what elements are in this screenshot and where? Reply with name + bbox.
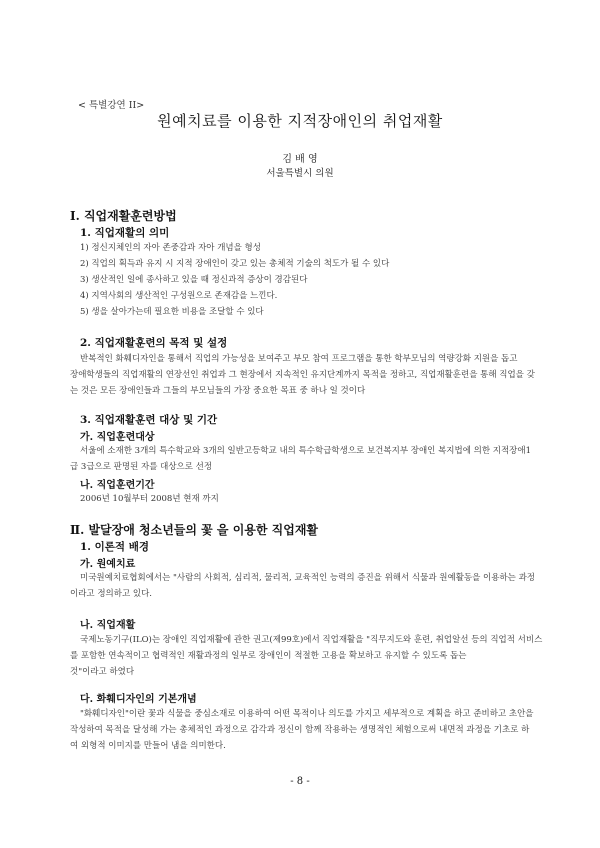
paragraph-line: 를 포함한 연속적이고 협력적인 재활과정의 일부로 장애인이 적절한 고용을 확보하고 유지할 수 있도록 돕는 <box>70 651 467 661</box>
paragraph-line: 것"이라고 하였다 <box>70 667 135 677</box>
paragraph-line: 반복적인 화훼디자인을 통해서 직업의 가능성을 보여주고 부모 참여 프로그램을 통한 학부모님의 역량강화 지원을 돕고 <box>80 354 518 364</box>
paragraph-line: 작성하여 목적을 달성해 가는 총체적인 과정으로 감각과 정신이 함께 작용하는 생명적인 체험으로써 내면적 과정을 기초로 하 <box>70 725 530 735</box>
subsection-heading: 나. 직업재활 <box>80 620 136 631</box>
section-2-1-heading: 1. 이론적 배경 <box>80 541 149 553</box>
list-item: 4) 지역사회의 생산적인 구성원으로 존재감을 느낀다. <box>80 291 278 301</box>
paragraph-line: 급 3급으로 판명된 자를 대상으로 선정 <box>70 462 213 472</box>
paragraph-line: 미국원예치료협회에서는 "사람의 사회적, 심리적, 물리적, 교육적인 능력의 증진을 위해서 식물과 원예활동을 이용하는 과정 <box>80 573 535 583</box>
list-item: 3) 생산적인 일에 종사하고 있을 때 정신과적 증상이 경감된다 <box>80 275 308 285</box>
paragraph-line: 는 것은 모든 장애인들과 그들의 부모님들의 가장 중요한 목표 중 하나 일 것이다 <box>70 386 366 396</box>
subsection-heading: 가. 직업훈련대상 <box>80 432 155 443</box>
paragraph-line: 장애학생들의 직업재활의 연장선인 취업과 그 현장에서 지속적인 유지단계까지 목적을 정하고, 직업재활훈련을 통해 직업을 갖 <box>70 370 535 380</box>
subsection-heading: 가. 원예치료 <box>80 559 136 570</box>
section-1-heading: Ⅰ. 직업재활훈련방법 <box>70 209 177 223</box>
paragraph-line: 국제노동기구(ILO)는 장애인 직업재활에 관한 권고(제99호)에서 직업재활을 "직무지도와 훈련, 취업알선 등의 직업적 서비스 <box>80 635 543 645</box>
paragraph-line: 2006년 10월부터 2008년 현재 까지 <box>80 494 219 504</box>
section-1-3-heading: 3. 직업재활훈련 대상 및 기간 <box>80 414 218 426</box>
subsection-heading: 다. 화훼디자인의 기본개념 <box>80 694 197 705</box>
paragraph-line: 서울에 소재한 3개의 특수학교와 3개의 일반고등학교 내의 특수학급학생으로 보건복지부 장애인 복지법에 의한 지적장애1 <box>80 446 531 456</box>
paragraph-line: 여 외형적 이미지를 만들어 냄을 의미한다. <box>70 741 226 751</box>
author-affiliation: 서울특별시 의원 <box>266 168 334 179</box>
subsection-heading: 나. 직업훈련기간 <box>80 480 155 491</box>
list-item: 1) 정신지체인의 자아 존중감과 자아 개념을 형성 <box>80 243 261 253</box>
author-name: 김 배 영 <box>282 154 318 165</box>
section-1-2-heading: 2. 직업재활훈련의 목적 및 설정 <box>80 337 228 349</box>
lecture-tag: < 특별강연 II> <box>78 100 145 111</box>
page-number: - 8 - <box>290 776 310 787</box>
list-item: 2) 직업의 획득과 유지 시 지적 장애인이 갖고 있는 총체적 기술의 척도가 될 수 있다 <box>80 259 390 269</box>
paragraph-line: "화훼디자인"이란 꽃과 식물을 중심소재로 이용하여 어떤 목적이나 의도를 가지고 세부적으로 계획을 하고 준비하고 초안을 <box>80 709 534 719</box>
list-item: 5) 생을 살아가는데 필요한 비용을 조달할 수 있다 <box>80 307 264 317</box>
section-1-1-heading: 1. 직업재활의 의미 <box>80 227 170 239</box>
document-title: 원예치료를 이용한 지적장애인의 취업재활 <box>157 112 443 130</box>
section-2-heading: Ⅱ. 발달장애 청소년들의 꽃 을 이용한 직업재활 <box>70 523 319 537</box>
paragraph-line: 이라고 정의하고 있다. <box>70 589 153 599</box>
